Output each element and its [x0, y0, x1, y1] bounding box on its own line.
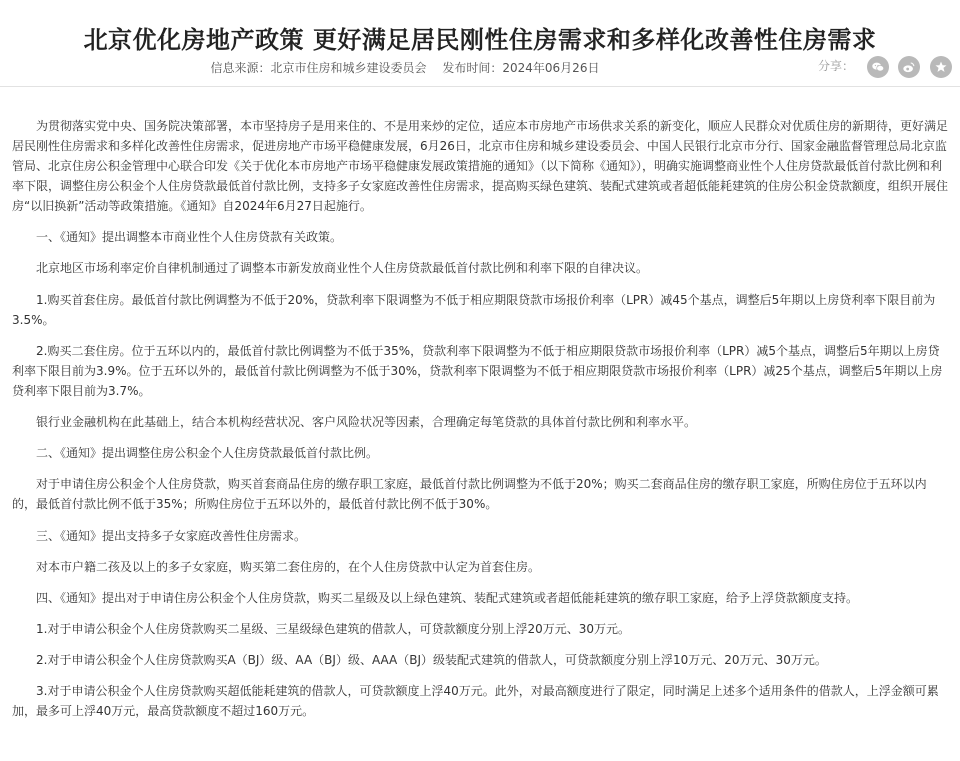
paragraph: 2.购买二套住房。位于五环以内的，最低首付款比例调整为不低于35%，贷款利率下限调整为不低于相应期限贷款市场报价利率（LPR）减5个基点，调整后5年期以上房贷利率下限目前为3.9%。位于五环以外的，最低首付款比例调整为不低于30%，贷款利率下限调整为不低于相应期限贷款市场报价利率（LPR）减25个基点，调整后5年期以上房贷利率下限目前为3.7%。: [12, 343, 943, 398]
paragraph: 对本市户籍二孩及以上的多子女家庭，购买第二套住房的，在个人住房贷款中认定为首套住房。: [36, 559, 541, 574]
header-divider: [0, 86, 960, 87]
section-heading: 一、《通知》提出调整本市商业性个人住房贷款有关政策。: [36, 230, 343, 245]
article-meta: [0, 60, 810, 76]
paragraph: 北京地区市场利率定价自律机制通过了调整本市新发放商业性个人住房贷款最低首付款比例和利率下限的自律决议。: [36, 261, 649, 276]
wechat-icon[interactable]: [867, 56, 889, 78]
paragraph: 2.对于申请公积金个人住房贷款购买A（BJ）级、AA（BJ）级、AAA（BJ）级装配式建筑的借款人，可贷款额度分别上浮10万元、20万元、30万元。: [36, 653, 827, 668]
publish-time: 发布时间：2024年06月26日: [442, 61, 600, 75]
article-body: [12, 116, 948, 733]
section-heading: 三、《通知》提出支持多子女家庭改善性住房需求。: [36, 528, 307, 543]
weibo-icon[interactable]: [898, 56, 920, 78]
section-heading: 二、《通知》提出调整住房公积金个人住房贷款最低首付款比例。: [36, 446, 379, 461]
paragraph: 3.对于申请公积金个人住房贷款购买超低能耗建筑的借款人，可贷款额度上浮40万元。此外，对最高额度进行了限定，同时满足上述多个适用条件的借款人，上浮金额可累加，最多可上浮40万元，最高贷款额度不超过160万元。: [12, 684, 939, 719]
article-title: 北京优化房地产政策 更好满足居民刚性住房需求和多样化改善性住房需求: [83, 26, 877, 54]
paragraph: 为贯彻落实党中央、国务院决策部署，本市坚持房子是用来住的、不是用来炒的定位，适应本市房地产市场供求关系的新变化，顺应人民群众对优质住房的新期待，更好满足居民刚性住房需求和多样化改善性住房需求，促进房地产市场平稳健康发展，6月26日，北京市住房和城乡建设委员会、中国人民银行北京市分行、国家金融监督管理总局北京监管局、北京住房公积金管理中心联合印发《关于优化本市房地产市场平稳健康发展政策措施的通知》（以下简称《通知》），明确实施调整商业性个人住房贷款最低首付款比例和利率下限，调整住房公积金个人住房贷款最低首付款比例，支持多子女家庭改善性住房需求，提高购买绿色建筑、装配式建筑或者超低能耗建筑的住房公积金贷款额度，组织开展住房“以旧换新”活动等政策措施。《通知》自2024年6月27日起施行。: [12, 119, 949, 213]
paragraph: 1.购买首套住房。最低首付款比例调整为不低于20%，贷款利率下限调整为不低于相应期限贷款市场报价利率（LPR）减45个基点，调整后5年期以上房贷利率下限目前为3.5%。: [12, 292, 936, 327]
favorite-icon[interactable]: [930, 56, 952, 78]
section-heading: 四、《通知》提出对于申请住房公积金个人住房贷款，购买二星级及以上绿色建筑、装配式建筑或者超低能耗建筑的缴存职工家庭，给予上浮贷款额度支持。: [36, 590, 859, 605]
share-label: 分享：: [818, 59, 855, 73]
paragraph: 对于申请住房公积金个人住房贷款，购买首套商品住房的缴存职工家庭，最低首付款比例调整为不低于20%；购买二套商品住房的缴存职工家庭，所购住房位于五环以内的，最低首付款比例不低于35%；所购住房位于五环以外的，最低首付款比例不低于30%。: [12, 477, 927, 512]
info-source: 信息来源：北京市住房和城乡建设委员会: [210, 61, 427, 75]
paragraph: 1.对于申请公积金个人住房贷款购买二星级、三星级绿色建筑的借款人，可贷款额度分别上浮20万元、30万元。: [36, 622, 630, 637]
paragraph: 银行业金融机构在此基础上，结合本机构经营状况、客户风险状况等因素，合理确定每笔贷款的具体首付款比例和利率水平。: [36, 414, 697, 429]
